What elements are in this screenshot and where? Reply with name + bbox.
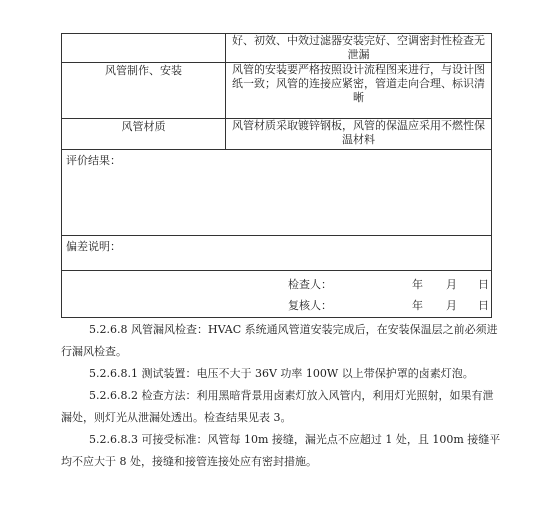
year-label: 年 — [412, 278, 423, 291]
paragraph: 5.2.6.8.2 检查方法：利用黑暗背景用卤素灯放入风管内，利用灯光照射，如果有泄漏处，则灯光从泄漏处透出。检查结果见表 3。 — [61, 389, 494, 424]
item-label — [62, 34, 225, 35]
reviewer-line — [288, 299, 498, 315]
item-label: 风管制作、安装 — [105, 64, 182, 77]
requirement-text: 风管材质采取镀锌钢板，风管的保温应采用不燃性保温材料 — [232, 119, 485, 146]
evaluation-row — [62, 150, 492, 236]
table-row — [62, 119, 492, 150]
paragraph: 5.2.6.8 风管漏风检查：HVAC 系统通风管道安装完成后，在安装保温层之前必须进行漏风检查。 — [61, 323, 498, 358]
item-cell — [62, 119, 226, 150]
requirement-cell — [226, 119, 492, 150]
requirement-cell — [226, 63, 492, 119]
requirement-cell — [226, 34, 492, 63]
item-label: 风管材质 — [121, 120, 166, 133]
deviation-cell — [62, 236, 492, 271]
inspection-table — [61, 33, 492, 318]
requirement-text: 风管的安装要严格按照设计流程图来进行，与设计图纸一致；风管的连接应紧密，管道走向合理、标识清晰 — [232, 63, 485, 104]
requirement-text: 好、初效、中效过滤器安装完好、空调密封性检查无泄漏 — [232, 34, 485, 61]
table-row — [62, 34, 492, 63]
evaluation-cell — [62, 150, 492, 236]
signature-cell — [62, 271, 492, 318]
item-cell — [62, 63, 226, 119]
day-label: 日 — [478, 278, 489, 291]
inspector-label: 检查人： — [288, 278, 332, 291]
year-label: 年 — [412, 299, 423, 312]
month-label: 月 — [446, 278, 457, 291]
paragraph: 5.2.6.8.3 可接受标准：风管每 10m 接缝，漏光点不应超过 1 处，且 100m 接缝平均不应大于 8 处，接缝和接管连接处应有密封措施。 — [61, 433, 501, 468]
table-row — [62, 63, 492, 119]
body-text — [61, 319, 501, 473]
inspector-line — [288, 278, 498, 294]
item-cell — [62, 34, 226, 63]
deviation-label: 偏差说明： — [66, 240, 121, 253]
evaluation-label: 评价结果： — [66, 154, 121, 167]
reviewer-label: 复核人： — [288, 299, 332, 312]
month-label: 月 — [446, 299, 457, 312]
deviation-row — [62, 236, 492, 271]
day-label: 日 — [478, 299, 489, 312]
paragraph: 5.2.6.8.1 测试装置：电压不大于 36V 功率 100W 以上带保护罩的卤素灯泡。 — [89, 367, 474, 380]
signature-row — [62, 271, 492, 318]
